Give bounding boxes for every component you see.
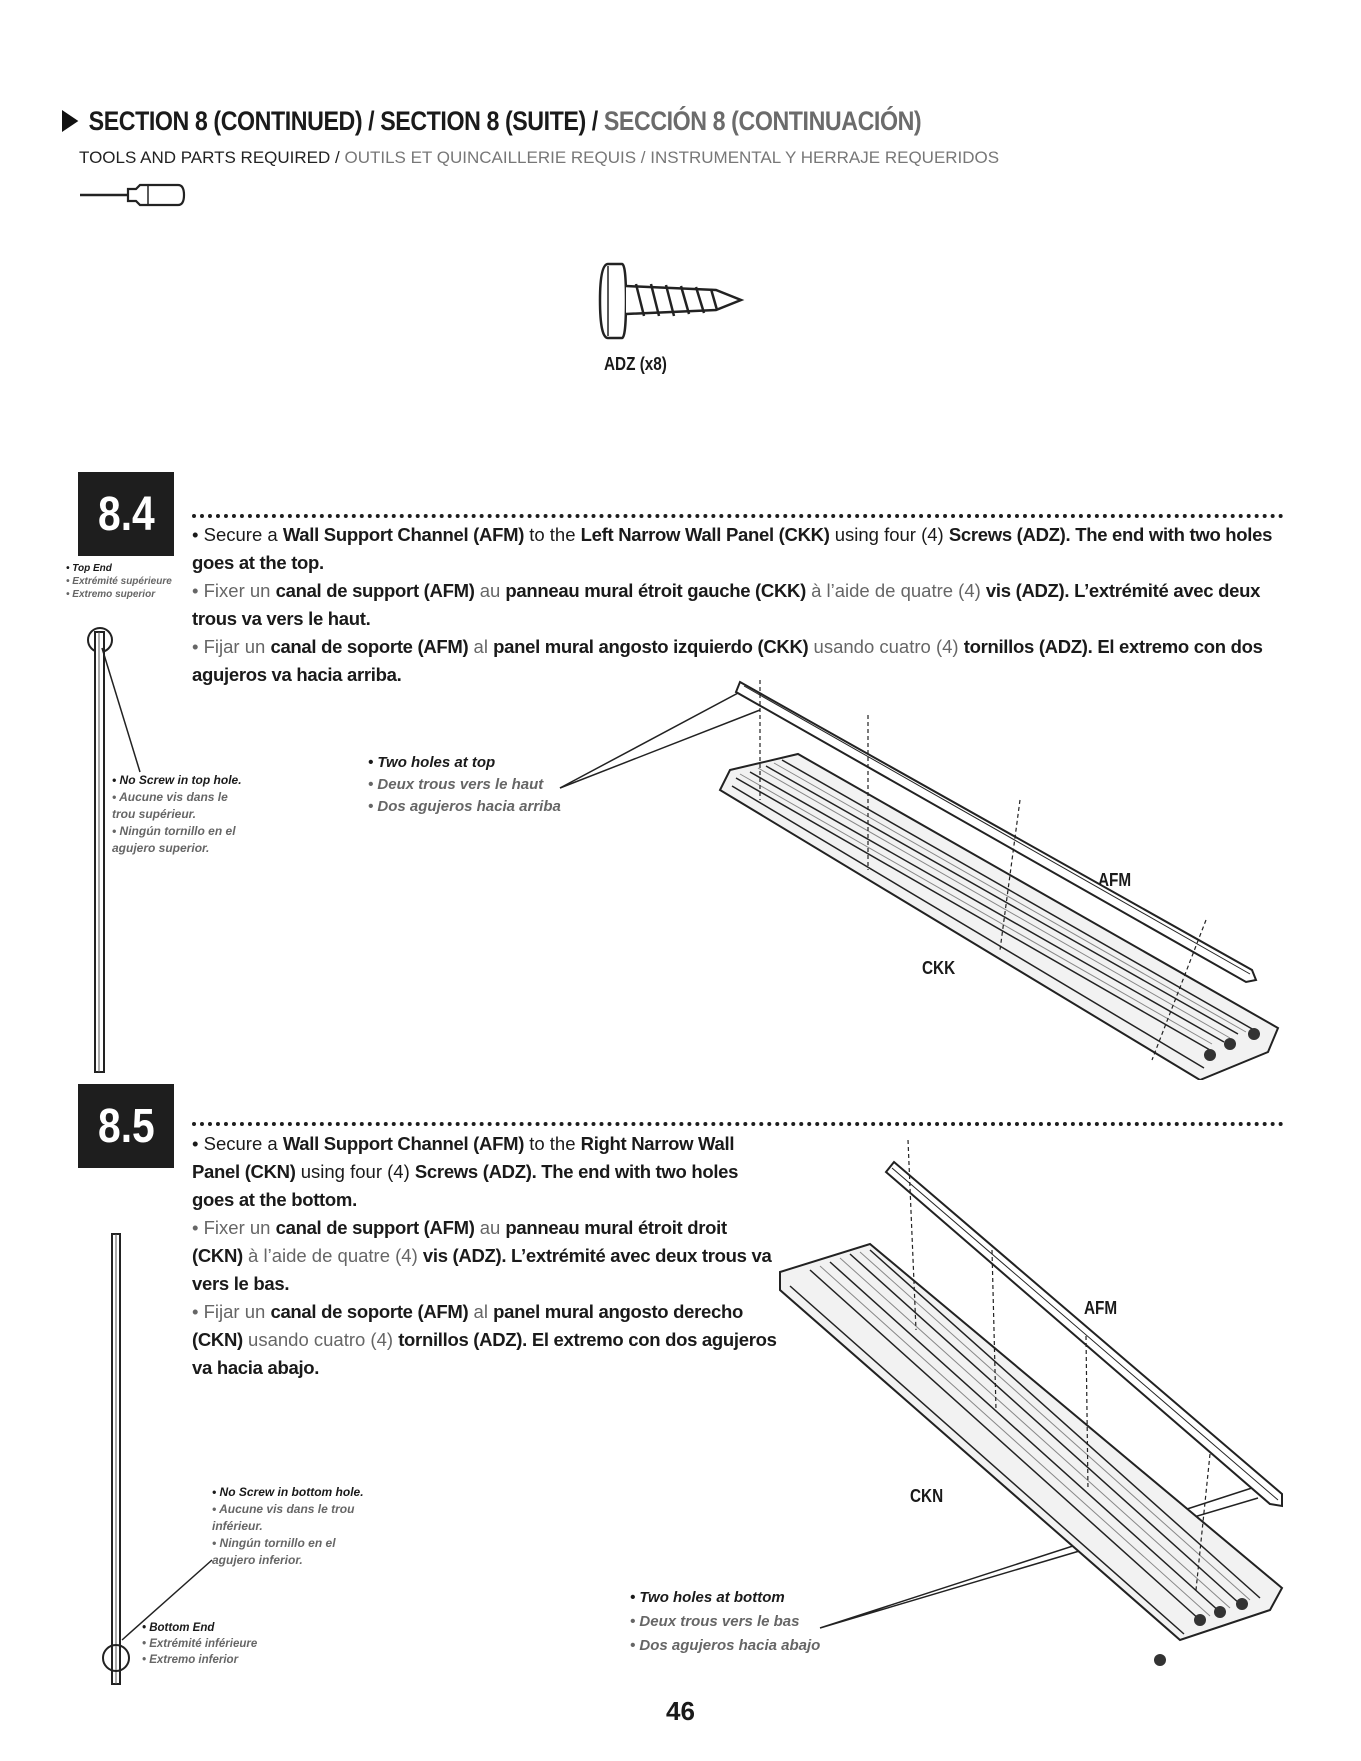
title-es: SECCIÓN 8 (CONTINUACIÓN) [603, 106, 922, 136]
two-holes-bottom-callout: • Two holes at bottom • Deux trous vers le bas • Dos agujeros hacia abajo [630, 1589, 821, 1654]
dotted-divider [192, 514, 1284, 518]
section-title [62, 106, 921, 137]
label-ckk: CKK [922, 958, 956, 978]
tools-fr: OUTILS ET QUINCAILLERIE REQUIS / [344, 148, 646, 167]
page-number: 46 [666, 1696, 695, 1726]
play-arrow-icon [62, 110, 78, 132]
label-ckn: CKN [910, 1486, 944, 1506]
tools-en: TOOLS AND PARTS REQUIRED / [79, 148, 340, 167]
instruction-en: • Secure a Wall Support Channel (AFM) to the Right Narrow Wall Panel (CKN) using four (4) Screws (ADZ). The end with two holes goes at the bottom. [192, 1133, 739, 1210]
step-8-4-illustration [60, 620, 1310, 1080]
top-end-note: • Top End • Extrémité supérieure • Extremo superior [66, 563, 172, 600]
label-afm-8-5: AFM [1084, 1298, 1118, 1318]
step-number-8-4: 8.4 [78, 472, 174, 556]
instruction-es: • Fijar un canal de soporte (AFM) al panel mural angosto izquierdo (CKK) usando cuatro (4) tornillos (ADZ). El extremo con dos agujeros va hacia arriba. [192, 636, 1263, 685]
no-screw-bottom-note: • No Screw in bottom hole. • Aucune vis dans le trou inférieur. • Ningún tornillo en el agujero inferior. [212, 1485, 364, 1567]
tools-es: INSTRUMENTAL Y HERRAJE REQUERIDOS [650, 148, 1000, 167]
no-screw-top-note: • No Screw in top hole. • Aucune vis dans le trou supérieur. • Ningún tornillo en el agujero superior. [112, 773, 242, 855]
instruction-en: • Secure a Wall Support Channel (AFM) to the Left Narrow Wall Panel (CKK) using four (4) Screws (ADZ). The end with two holes goes at the top. [192, 524, 1273, 573]
step-8-5-illustration [90, 1130, 1290, 1700]
title-en: SECTION 8 (CONTINUED) / [88, 106, 375, 136]
tools-required-heading [79, 148, 999, 168]
bottom-end-note: • Bottom End • Extrémité inférieure • Extremo inferior [142, 1622, 258, 1666]
dotted-divider [192, 1122, 1284, 1126]
screwdriver-icon [78, 180, 186, 210]
instruction-fr: • Fixer un canal de support (AFM) au panneau mural étroit gauche (CKK) à l’aide de quatre (4) vis (ADZ). L’extrémité avec deux trous va vers le haut. [192, 580, 1261, 629]
label-afm-8-4: AFM [1098, 870, 1132, 890]
instruction-fr: • Fixer un canal de support (AFM) au panneau mural étroit droit (CKN) à l’aide de quatre (4) vis (ADZ). L’extrémité avec deux trous va vers le bas. [192, 1217, 772, 1294]
screw-icon [596, 256, 746, 346]
step-number-8-5: 8.5 [78, 1084, 174, 1168]
instruction-es: • Fijar un canal de soporte (AFM) al panel mural angosto derecho (CKN) usando cuatro (4) tornillos (ADZ). El extremo con dos agujeros va hacia abajo. [192, 1301, 777, 1378]
two-holes-top-callout: • Two holes at top • Deux trous vers le haut • Dos agujeros hacia arriba [368, 754, 561, 815]
title-fr: SECTION 8 (SUITE) / [380, 106, 598, 136]
part-label-adz: ADZ (x8) [604, 354, 667, 374]
